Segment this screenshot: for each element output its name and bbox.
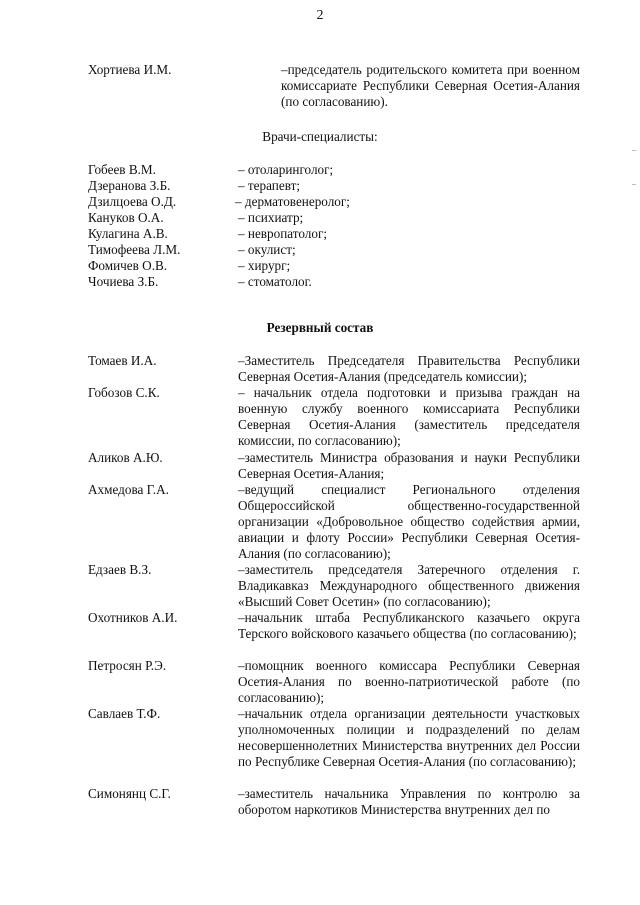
specialist-item — [88, 178, 508, 194]
specialist-name: Чочиева З.Б. — [88, 274, 159, 289]
specialist-name: Гобеев В.М. — [88, 162, 156, 177]
specialist-role: – стоматолог. — [238, 274, 312, 289]
member-name: Петросян Р.Э. — [88, 658, 167, 673]
member-name: Гобозов С.К. — [88, 385, 160, 400]
specialist-name: Дзеранова З.Б. — [88, 178, 171, 193]
member-role: –заместитель начальника Управления по контролю за оборотом наркотиков Министерства внутренних дел по — [238, 786, 580, 817]
specialist-role: – хирург; — [238, 258, 291, 273]
specialist-item — [88, 162, 508, 178]
specialist-item — [88, 194, 508, 210]
specialist-name: Тимофеева Л.М. — [88, 242, 181, 257]
specialist-item — [88, 210, 508, 226]
specialist-item — [88, 226, 508, 242]
member-role: –начальник отдела организации деятельности участковых уполномоченных полиции и подразделений по делам несовершеннолетних Министерства внутренних дел России по Республике Северная Осетия-Алания (по согласованию); — [238, 706, 580, 769]
specialist-name: Кануков О.А. — [88, 210, 164, 225]
specialists-heading: Врачи-специалисты: — [262, 129, 378, 144]
member-role: –заместитель Министра образования и науки Республики Северная Осетия-Алания; — [238, 450, 580, 481]
member-name: Савлаев Т.Ф. — [88, 706, 161, 721]
member-role: –заместитель председателя Затеречного отделения г. Владикавказ Международного общественного движения «Высший Совет Осетин» (по согласованию); — [238, 562, 580, 609]
specialist-role: – невропатолог; — [238, 226, 328, 241]
specialist-role: – психиатр; — [238, 210, 304, 225]
member-name: Охотников А.И. — [88, 610, 178, 625]
specialist-item — [88, 258, 508, 274]
specialist-role: – окулист; — [238, 242, 296, 257]
member-name: Ахмедова Г.А. — [88, 482, 169, 497]
scan-mark — [632, 150, 636, 151]
member-name: Аликов А.Ю. — [88, 450, 163, 465]
specialist-name: Кулагина А.В. — [88, 226, 168, 241]
specialist-role: – дерматовенеролог; — [235, 194, 350, 209]
specialist-name: Дзилцоева О.Д. — [88, 194, 177, 209]
page-number: 2 — [316, 8, 324, 23]
member-role: –начальник штаба Республиканского казачьего округа Терского войскового казачьего общества (по согласованию); — [238, 610, 580, 641]
member-role: –помощник военного комиссара Республики Северная Осетия-Алания по военно-патриотической работе (по согласованию); — [238, 658, 580, 705]
specialist-name: Фомичев О.В. — [88, 258, 168, 273]
specialist-role: – терапевт; — [238, 178, 301, 193]
specialist-item — [88, 242, 508, 258]
reserve-heading: Резервный состав — [266, 320, 374, 335]
member-name: Томаев И.А. — [88, 353, 157, 368]
member-role: –ведущий специалист Регионального отделения Общероссийской общественно-государственной организации «Добровольное общество содействия армии, авиации и флоту России» Республики Северная Осетия-Алания (по согласованию); — [238, 482, 580, 561]
member-name: Хортиева И.М. — [88, 62, 172, 77]
specialist-role: – отоларинголог; — [238, 162, 334, 177]
scan-mark — [632, 184, 636, 185]
member-role: –председатель родительского комитета при военном комиссариате Республики Северная Осетия-Алания (по согласованию). — [281, 62, 580, 109]
member-role: –Заместитель Председателя Правительства Республики Северная Осетия-Алания (председатель комиссии); — [238, 353, 580, 384]
specialist-item — [88, 274, 508, 290]
member-name: Едзаев В.З. — [88, 562, 152, 577]
member-role: – начальник отдела подготовки и призыва граждан на военную службу военного комиссариата Республики Северная Осетия-Алания (заместитель председателя комиссии, по согласованию); — [238, 385, 580, 448]
member-name: Симонянц С.Г. — [88, 786, 171, 801]
